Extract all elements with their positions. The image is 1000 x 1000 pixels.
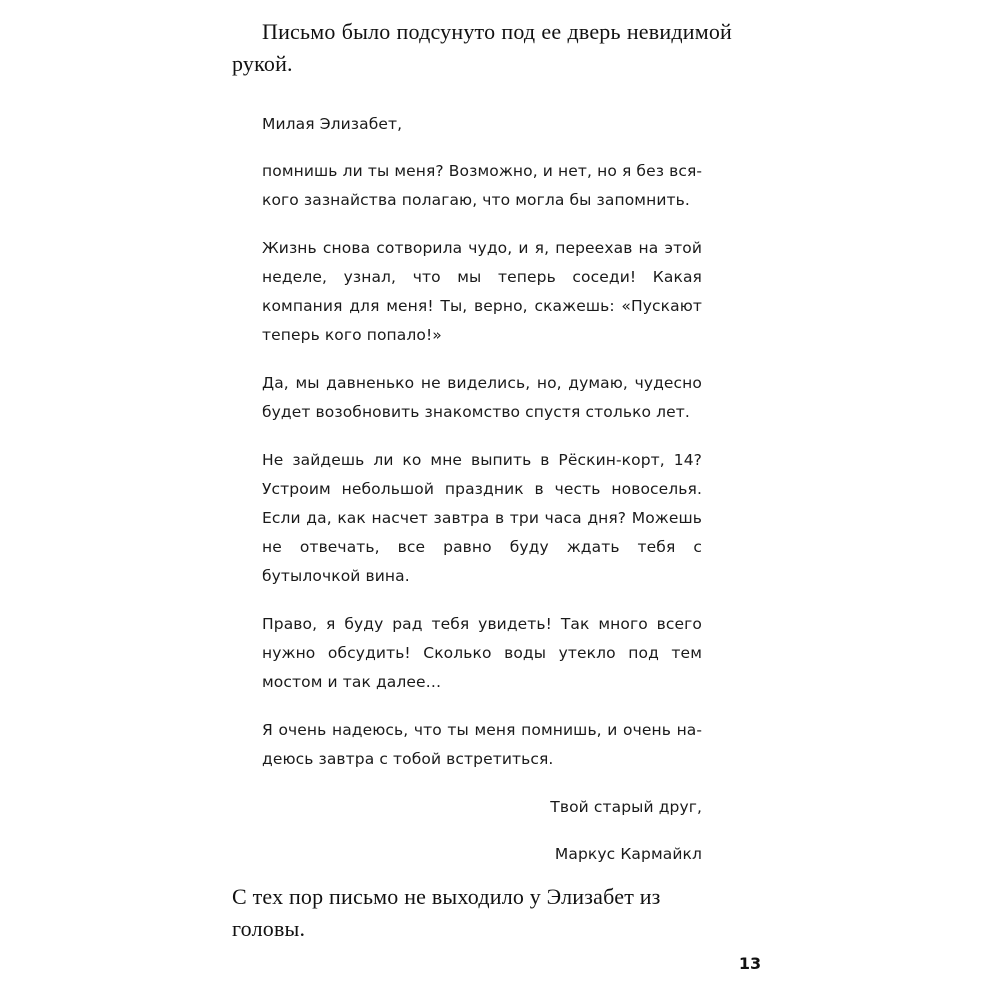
letter-paragraph-5: Право, я буду рад тебя увидеть! Так много всего нужно обсудить! Сколько воды утекло под тем мостом и так далее… [262,615,702,691]
letter-paragraph-4: Не зайдешь ли ко мне выпить в Рёскин-корт, 14? Устроим небольшой праздник в честь новоселья. Если да, как насчет завтра в три часа дня? Можешь не отвечать, все равно буду ждать тебя с бутылочкой вина. [262,451,702,585]
outro-paragraph: С тех пор письмо не выходило у Элизабет из головы. [232,884,661,941]
letter-block [262,110,702,887]
letter-greeting: Милая Элизабет, [262,115,403,133]
letter-signature: Маркус Кармайкл [554,845,702,863]
letter-paragraph-3: Да, мы давненько не виделись, но, думаю, чудесно будет возобновить знакомство спустя столько лет. [262,374,702,421]
letter-paragraph-6: Я очень надеюсь, что ты меня помнишь, и очень надеюсь завтра с тобой встретиться. [262,721,702,768]
letter-paragraph-1: помнишь ли ты меня? Возможно, и нет, но я без всякого зазнайства полагаю, что могла бы запомнить. [262,162,702,209]
intro-paragraph: Письмо было подсунуто под ее дверь невидимой рукой. [232,19,732,76]
letter-paragraph-2: Жизнь снова сотворила чудо, и я, переехав на этой неделе, узнал, что мы теперь соседи! Какая компания для меня! Ты, верно, скажешь: «Пускают теперь кого попало!» [262,239,702,344]
letter-closing: Твой старый друг, [550,798,702,816]
page-number: 13 [738,954,762,973]
